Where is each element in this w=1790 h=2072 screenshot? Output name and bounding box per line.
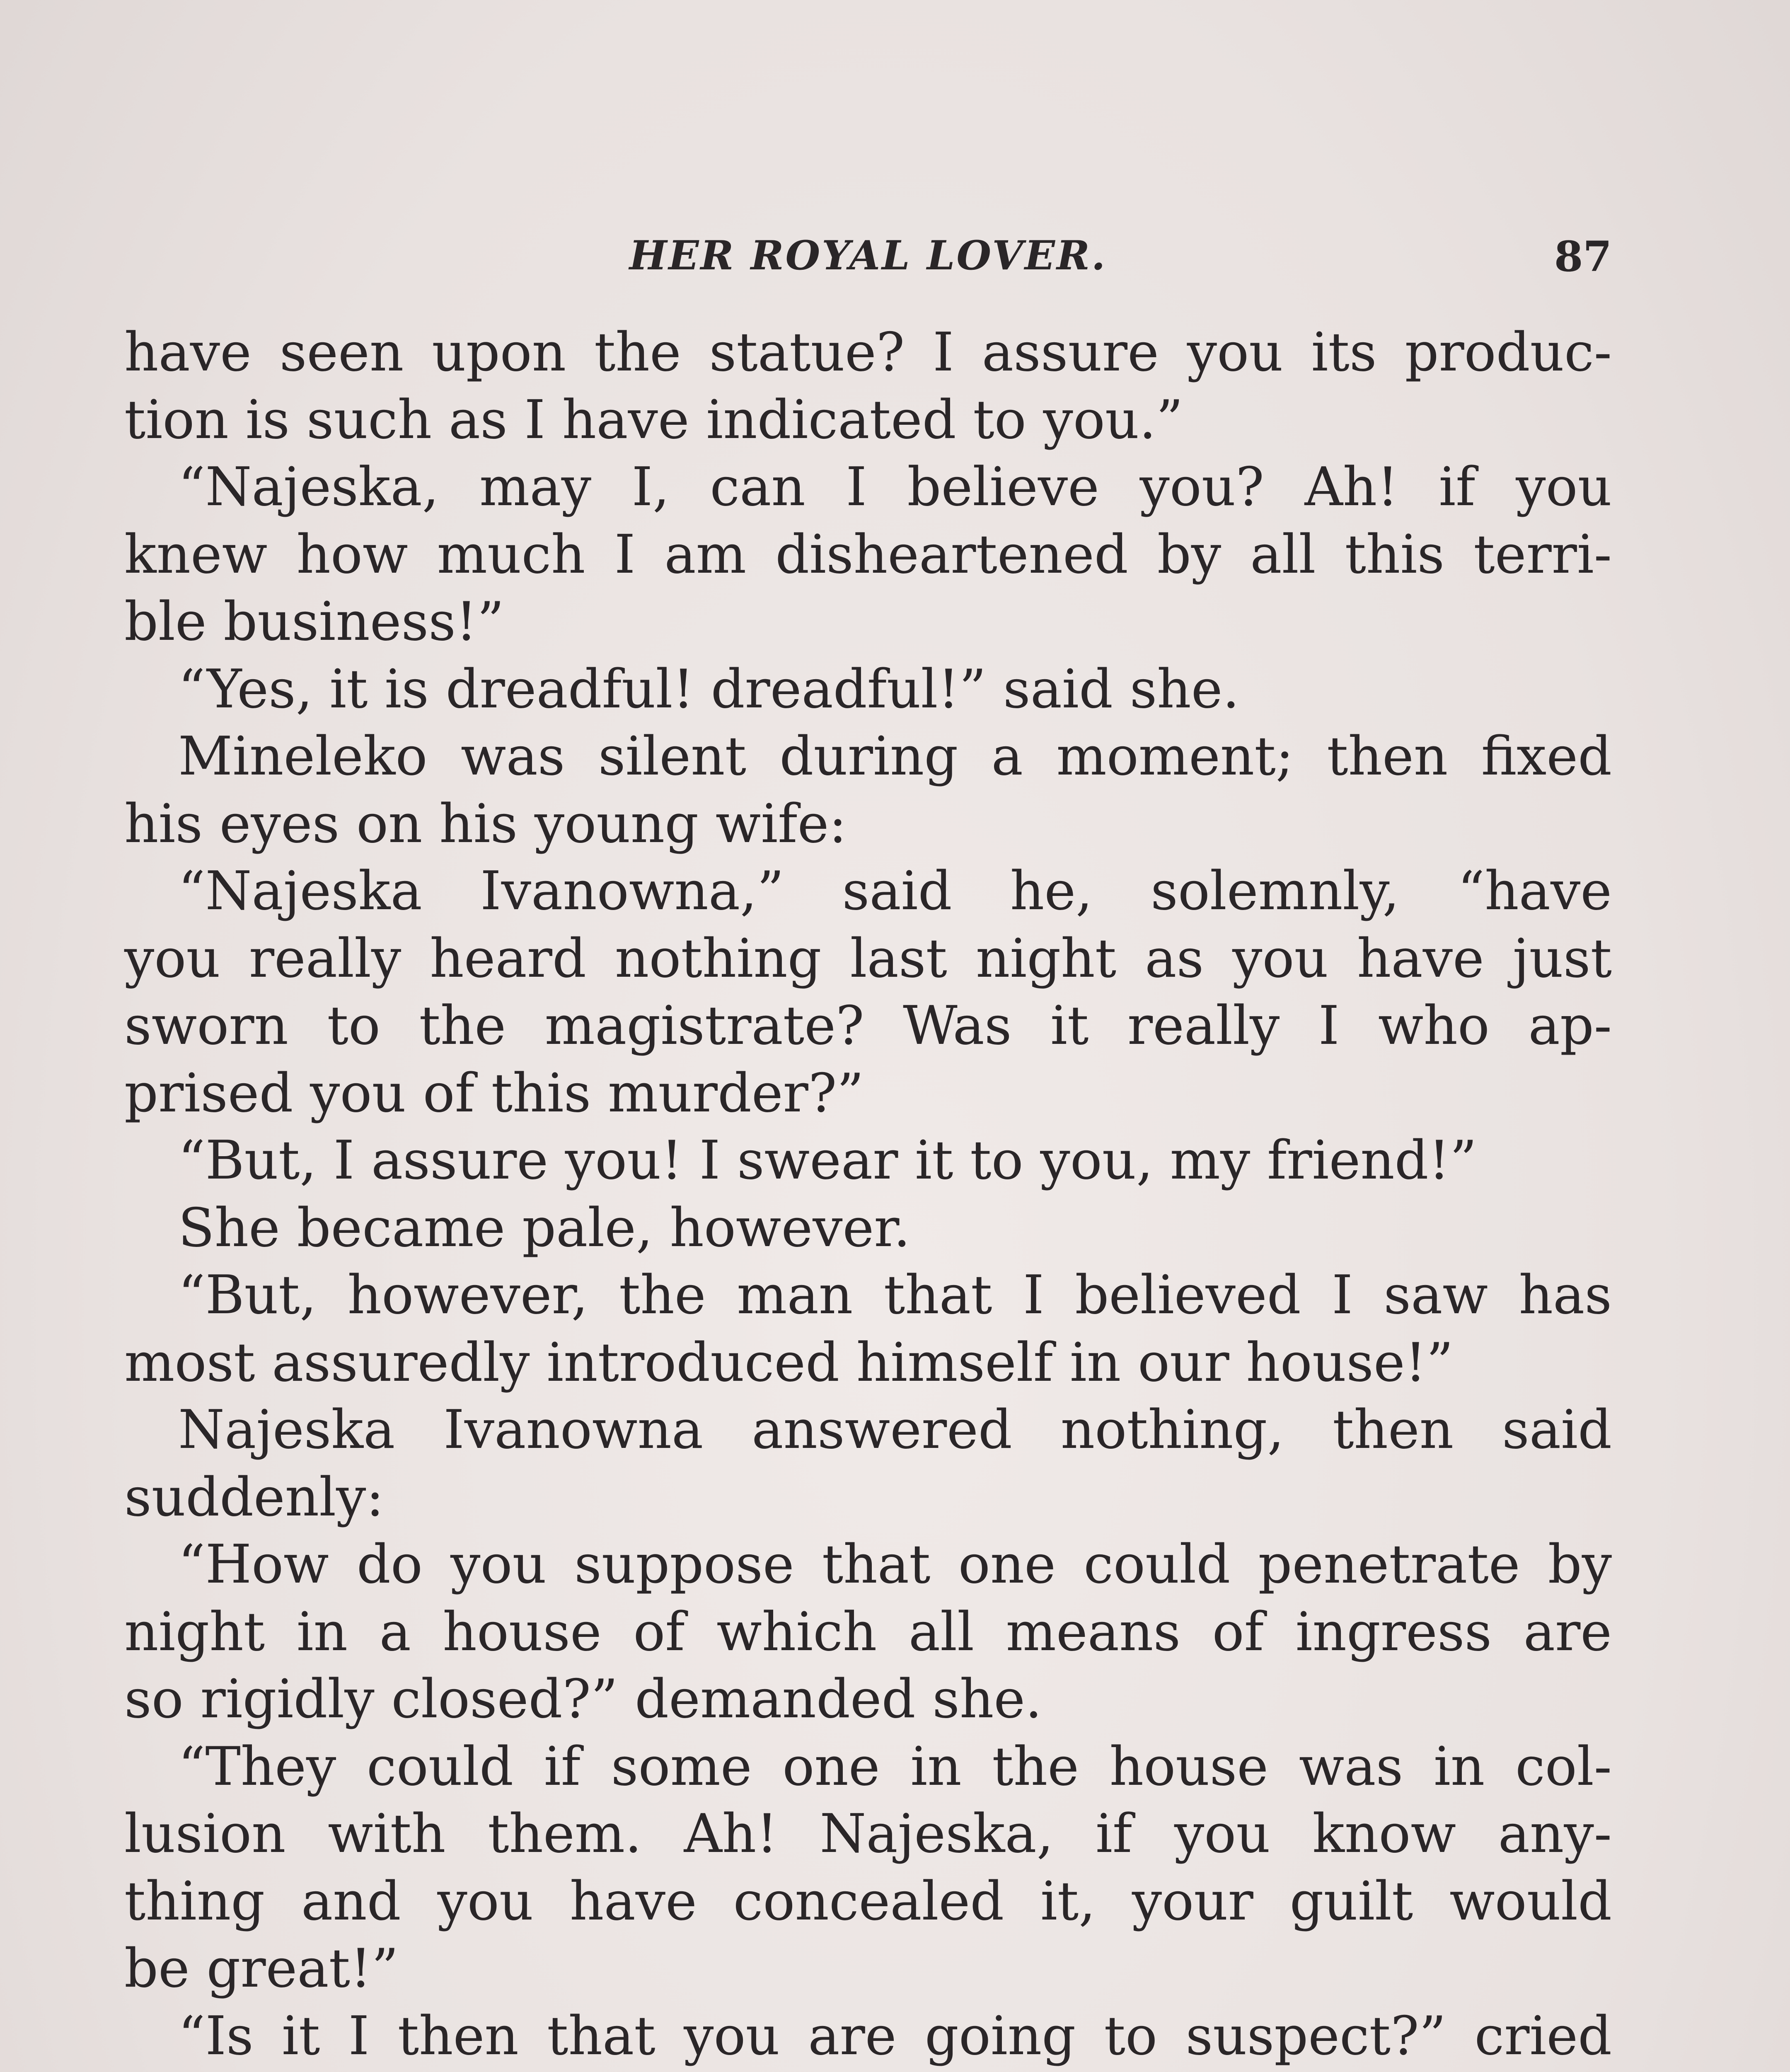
- text-line: be great!”: [124, 1938, 399, 1999]
- text-line: sworn to the magistrate? Was it really I who ap-: [124, 995, 1612, 1057]
- text-line: She became pale, however.: [178, 1197, 911, 1259]
- text-line: night in a house of which all means of ingress are: [124, 1601, 1612, 1663]
- text-line: Mineleko was silent during a moment; then fixed: [178, 726, 1612, 787]
- text-line: suddenly:: [124, 1466, 384, 1528]
- text-line: you really heard nothing last night as you have just: [124, 927, 1612, 990]
- text-line: [124, 2070, 1612, 2072]
- text-line: “Is it I then that you are going to suspect?” cried: [178, 2005, 1612, 2067]
- text-line: “Yes, it is dreadful! dreadful!” said she.: [178, 658, 1240, 720]
- text-line: lusion with them. Ah! Najeska, if you know any-: [124, 1803, 1612, 1865]
- text-line: “Najeska Ivanowna,” said he, solemnly, “have: [178, 860, 1612, 922]
- text-line: “How do you suppose that one could penetrate by: [178, 1534, 1612, 1595]
- text-line: so rigidly closed?” demanded she.: [124, 1668, 1042, 1730]
- text-line: most assuredly introduced himself in our house!”: [124, 1331, 1454, 1394]
- text-line: have seen upon the statue? I assure you its produc-: [124, 322, 1612, 383]
- body-text: [124, 319, 1612, 2072]
- text-line: his eyes on his young wife:: [124, 793, 847, 855]
- page-header: [124, 232, 1612, 290]
- text-line: “Najeska, may I, can I believe you? Ah! if you: [178, 456, 1612, 518]
- text-line: prised you of this murder?”: [124, 1062, 864, 1124]
- text-line: thing and you have concealed it, your guilt would: [124, 1870, 1612, 1932]
- text-line: “But, however, the man that I believed I saw has: [178, 1264, 1612, 1326]
- page-number: 87: [1554, 232, 1612, 281]
- running-title: HER ROYAL LOVER.: [629, 232, 1107, 279]
- text-line: ble business!”: [124, 591, 504, 653]
- text-line: knew how much I am disheartened by all this terri-: [124, 523, 1612, 586]
- text-line: Najeska Ivanowna answered nothing, then said: [178, 1399, 1612, 1461]
- text-line: “They could if some one in the house was in col-: [178, 1736, 1612, 1798]
- text-line: tion is such as I have indicated to you.”: [124, 389, 1183, 451]
- text-line: “But, I assure you! I swear it to you, my friend!”: [178, 1130, 1477, 1191]
